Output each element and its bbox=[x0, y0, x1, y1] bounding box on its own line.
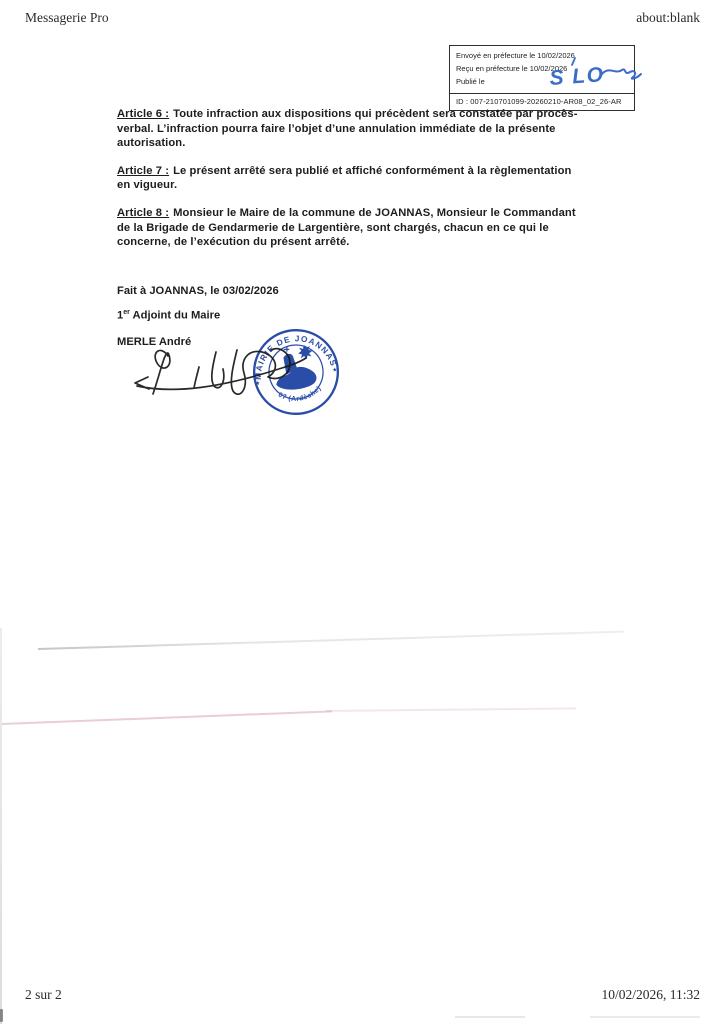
scan-streak-pink-faint bbox=[326, 707, 576, 711]
print-header-title: Messagerie Pro bbox=[25, 10, 109, 25]
stamp-line-received: Reçu en préfecture le 10/02/2026 bbox=[456, 64, 568, 73]
signer-title-rest: Adjoint du Maire bbox=[129, 309, 221, 322]
article-7-text: Le présent arrêté sera publié et affiché conformément à la règlementation en vigueur. bbox=[117, 164, 572, 192]
signature-loop-3 bbox=[212, 352, 224, 388]
article-6-paragraph bbox=[117, 107, 587, 151]
signature-loop-1 bbox=[153, 350, 170, 394]
signer-title-num: 1 bbox=[117, 309, 124, 322]
scan-speck-light-1 bbox=[455, 1016, 525, 1018]
article-6-text: Toute infraction aux dispositions qui précèdent sera constatée par procès-verbal. L’infraction pourra faire l’objet d’une annulation immédiate de la présente autorisation. bbox=[117, 108, 578, 150]
article-8-paragraph bbox=[117, 206, 587, 250]
seal-bottom-text: 07 (Ardèche) bbox=[276, 385, 323, 403]
stamp-line-sent: Envoyé en préfecture le 10/02/2026 bbox=[456, 51, 575, 60]
article-6-label: Article 6 : bbox=[117, 108, 170, 120]
scan-speck-light-2 bbox=[590, 1016, 700, 1018]
handwritten-initials-text: S LO bbox=[549, 63, 606, 90]
signature-scribble bbox=[132, 336, 327, 408]
pen-tick-mark bbox=[572, 58, 575, 65]
signature-loop-4 bbox=[231, 349, 290, 394]
print-header bbox=[25, 10, 700, 26]
print-footer bbox=[25, 987, 700, 1003]
signature-stroke-2 bbox=[194, 367, 199, 388]
initials-swoosh bbox=[601, 69, 641, 78]
decree-body bbox=[117, 107, 587, 263]
print-header-url: about:blank bbox=[636, 10, 700, 25]
stamp-id-line: ID : 007-210701099-20260210-AR08_02_26-AR bbox=[450, 93, 634, 110]
seal-star-right-icon: ★ bbox=[331, 367, 339, 374]
article-8-label: Article 8 : bbox=[117, 206, 170, 219]
signer-title-ordinal: er bbox=[123, 309, 130, 317]
article-7-paragraph bbox=[117, 164, 587, 193]
left-edge-scan-shadow bbox=[0, 628, 2, 1024]
footer-timestamp: 10/02/2026, 11:32 bbox=[601, 987, 700, 1002]
footer-page-number: 2 sur 2 bbox=[25, 987, 62, 1002]
scan-streak-gray bbox=[38, 631, 624, 650]
seal-star-left-icon: ★ bbox=[254, 380, 261, 388]
article-8-text: Monsieur le Maire de la commune de JOANNAS, Monsieur le Commandant de la Brigade de Gendarmerie de Largentière, sont chargés, chacun en ce qui le concerne, de l’exécution du présent arrêté. bbox=[117, 206, 576, 249]
handwritten-initials-mark bbox=[549, 55, 645, 101]
stamp-line-published: Publié le bbox=[456, 77, 485, 86]
seal-top-text: MAIRIE DE JOANNAS bbox=[253, 334, 339, 380]
signer-name: MERLE André bbox=[117, 336, 192, 349]
place-date-line: Fait à JOANNAS, le 03/02/2026 bbox=[117, 285, 279, 297]
scan-speck-dark bbox=[0, 1009, 3, 1022]
scan-streak-pink bbox=[2, 710, 332, 724]
article-7-label: Article 7 : bbox=[117, 164, 170, 177]
signer-title-line bbox=[117, 309, 279, 322]
